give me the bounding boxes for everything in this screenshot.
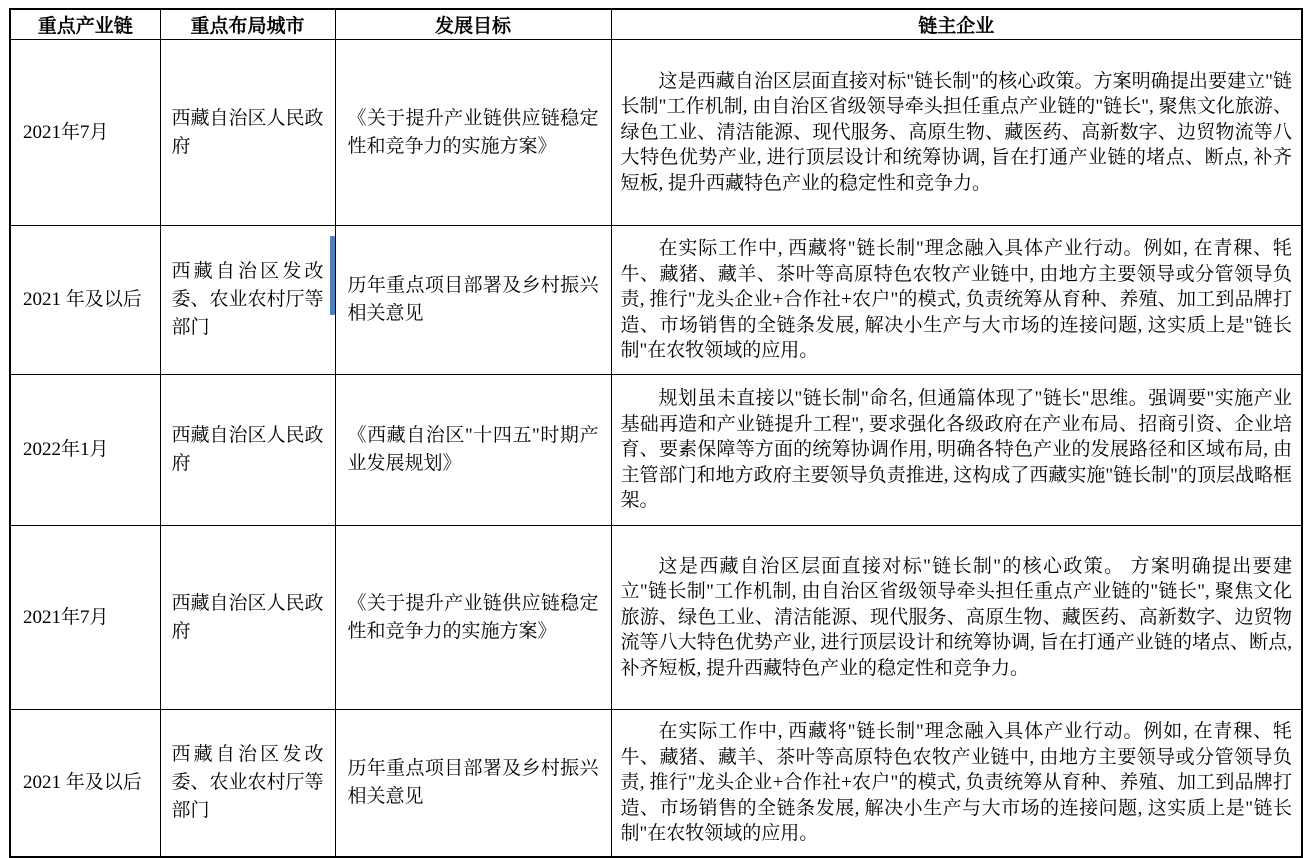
cell-date: 2021年7月 <box>10 40 160 226</box>
header-row <box>10 9 1302 40</box>
column-header-layout-cities: 重点布局城市 <box>160 9 335 40</box>
table-row <box>10 226 1302 375</box>
table-row <box>10 526 1302 710</box>
table-row <box>10 375 1302 526</box>
cell-policy-title: 《关于提升产业链供应链稳定性和竞争力的实施方案》 <box>335 526 611 710</box>
cell-description: 在实际工作中, 西藏将"链长制"理念融入具体产业行动。例如, 在青稞、牦牛、藏猪、藏羊、茶叶等高原特色农牧产业链中, 由地方主要领导或分管领导负责, 推行"龙头企业+合作社+农户"的模式, 负责统筹从育种、养殖、加工到品牌打造、市场销售的全链条发展, 解决小生产与大市场的连接问题, 这实质上是"链长制"在农牧领域的应用。 <box>611 226 1302 375</box>
cell-policy-title: 《关于提升产业链供应链稳定性和竞争力的实施方案》 <box>335 40 611 226</box>
cell-description: 规划虽未直接以"链长制"命名, 但通篇体现了"链长"思维。强调要"实施产业基础再造和产业链提升工程", 要求强化各级政府在产业布局、招商引资、企业培育、要素保障等方面的统筹协调作用, 明确各特色产业的发展路径和区域布局, 由主管部门和地方政府主要领导负责推进, 这构成了西藏实施"链长制"的顶层战略框架。 <box>611 375 1302 526</box>
cell-policy-title: 历年重点项目部署及乡村振兴相关意见 <box>335 710 611 858</box>
cell-policy-title: 《西藏自治区"十四五"时期产业发展规划》 <box>335 375 611 526</box>
cell-date: 2021年7月 <box>10 526 160 710</box>
text-caret <box>330 236 335 315</box>
cell-authority: 西藏自治区人民政府 <box>160 40 335 226</box>
column-header-development-goal: 发展目标 <box>335 9 611 40</box>
table-row <box>10 40 1302 226</box>
table-row <box>10 710 1302 858</box>
cell-description: 这是西藏自治区层面直接对标"链长制"的核心政策。 方案明确提出要建立"链长制"工作机制, 由自治区省级领导牵头担任重点产业链的"链长", 聚焦文化旅游、绿色工业、清洁能源、现代服务、高原生物、藏医药、高新数字、边贸物流等八大特色优势产业, 进行顶层设计和统筹协调, 旨在打通产业链的堵点、断点, 补齐短板, 提升西藏特色产业的稳定性和竞争力。 <box>611 526 1302 710</box>
cell-description: 这是西藏自治区层面直接对标"链长制"的核心政策。方案明确提出要建立"链长制"工作机制, 由自治区省级领导牵头担任重点产业链的"链长", 聚焦文化旅游、绿色工业、清洁能源、现代服务、高原生物、藏医药、高新数字、边贸物流等八大特色优势产业, 进行顶层设计和统筹协调, 旨在打通产业链的堵点、断点, 补齐短板, 提升西藏特色产业的稳定性和竞争力。 <box>611 40 1302 226</box>
cell-date: 2021 年及以后 <box>10 710 160 858</box>
column-header-chain-leader: 链主企业 <box>611 9 1302 40</box>
cell-policy-title: 历年重点项目部署及乡村振兴相关意见 <box>335 226 611 375</box>
cell-authority: 西藏自治区发改委、农业农村厅等部门 <box>160 226 335 375</box>
cell-description: 在实际工作中, 西藏将"链长制"理念融入具体产业行动。例如, 在青稞、牦牛、藏猪、藏羊、茶叶等高原特色农牧产业链中, 由地方主要领导或分管领导负责, 推行"龙头企业+合作社+农户"的模式, 负责统筹从育种、养殖、加工到品牌打造、市场销售的全链条发展, 解决小生产与大市场的连接问题, 这实质上是"链长制"在农牧领域的应用。 <box>611 710 1302 858</box>
cell-authority: 西藏自治区人民政府 <box>160 375 335 526</box>
policy-table <box>9 8 1303 858</box>
cell-date: 2022年1月 <box>10 375 160 526</box>
column-header-industry-chain: 重点产业链 <box>10 9 160 40</box>
cell-date: 2021 年及以后 <box>10 226 160 375</box>
cell-authority: 西藏自治区发改委、农业农村厅等部门 <box>160 710 335 858</box>
cell-authority: 西藏自治区人民政府 <box>160 526 335 710</box>
